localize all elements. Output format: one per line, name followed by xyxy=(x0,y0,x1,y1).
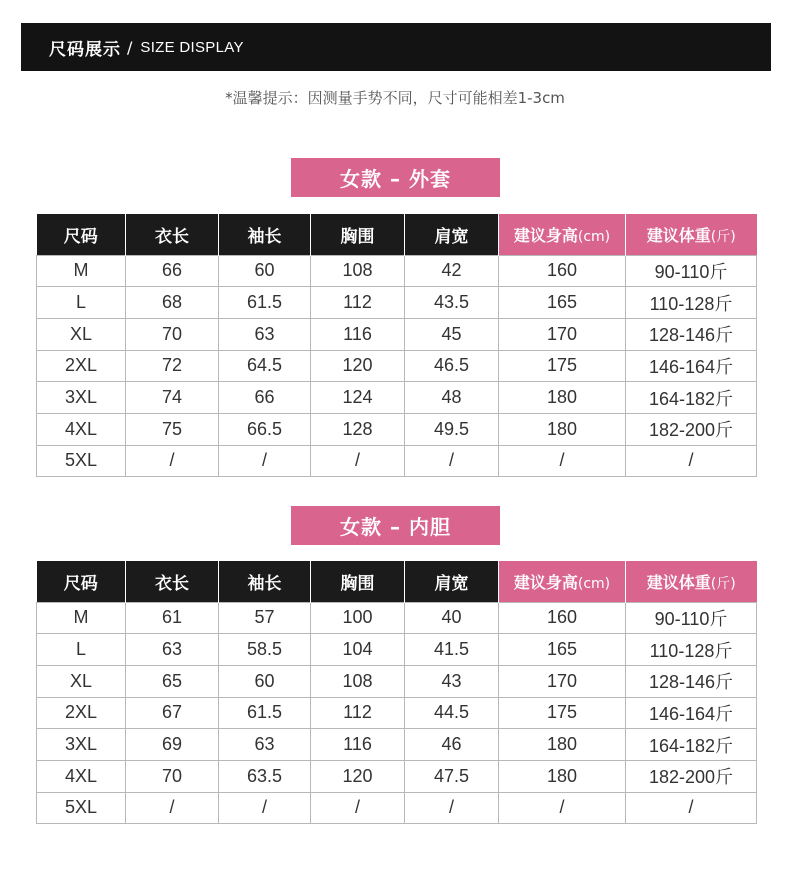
table-cell: 61 xyxy=(126,602,219,634)
measurement-notice: *温馨提示：因测量手势不同，尺寸可能相差1-3cm xyxy=(225,89,565,107)
table-cell: 68 xyxy=(126,287,219,319)
table-cell: 48 xyxy=(405,382,499,414)
table-cell: 124 xyxy=(311,382,405,414)
table-cell: / xyxy=(405,792,499,824)
header-height-label: 建议身高 xyxy=(513,572,578,592)
table-cell: / xyxy=(311,445,405,477)
table-cell: 4XL xyxy=(37,760,126,792)
header-height-label: 建议身高 xyxy=(513,225,578,245)
section-title-liner: 女款 – 内胆 xyxy=(291,506,500,545)
table-cell: XL xyxy=(37,665,126,697)
table-cell: 60 xyxy=(219,255,311,287)
table-cell: 46 xyxy=(405,729,499,761)
table-cell: 112 xyxy=(311,697,405,729)
table-cell: 164-182斤 xyxy=(626,729,757,761)
header-height-unit: (cm) xyxy=(577,575,611,592)
table-cell: 170 xyxy=(499,665,626,697)
table-cell: 74 xyxy=(126,382,219,414)
table-cell: / xyxy=(499,445,626,477)
table-cell: 100 xyxy=(311,602,405,634)
table-cell: 75 xyxy=(126,413,219,445)
table-cell: 110-128斤 xyxy=(626,287,757,319)
section-banner xyxy=(21,23,771,71)
table-cell: 3XL xyxy=(37,729,126,761)
size-table-liner xyxy=(36,561,757,824)
table-row xyxy=(37,382,757,414)
table-cell: 90-110斤 xyxy=(626,602,757,634)
section-title-coat: 女款 – 外套 xyxy=(291,158,500,197)
header-weight-unit: (斤) xyxy=(710,228,736,245)
table-cell: / xyxy=(626,792,757,824)
table-row xyxy=(37,318,757,350)
table-cell: 61.5 xyxy=(219,287,311,319)
header-size: 尺码 xyxy=(37,214,126,255)
table-cell: 43 xyxy=(405,665,499,697)
header-chest: 胸围 xyxy=(311,214,405,255)
table-body xyxy=(37,255,757,477)
table-cell: 108 xyxy=(311,255,405,287)
table-cell: 108 xyxy=(311,665,405,697)
table-cell: 146-164斤 xyxy=(626,350,757,382)
table-cell: L xyxy=(37,634,126,666)
table-cell: 175 xyxy=(499,350,626,382)
table-header-row xyxy=(37,214,757,255)
table-cell: 57 xyxy=(219,602,311,634)
table-cell: 44.5 xyxy=(405,697,499,729)
header-length: 衣长 xyxy=(126,561,219,602)
table-cell: 160 xyxy=(499,255,626,287)
table-cell: 65 xyxy=(126,665,219,697)
banner-separator: / xyxy=(127,37,133,57)
table-cell: M xyxy=(37,602,126,634)
header-shoulder: 肩宽 xyxy=(405,561,499,602)
header-shoulder: 肩宽 xyxy=(405,214,499,255)
table-cell: 47.5 xyxy=(405,760,499,792)
table-row xyxy=(37,697,757,729)
table-cell: 116 xyxy=(311,729,405,761)
table-cell: 66.5 xyxy=(219,413,311,445)
table-row xyxy=(37,602,757,634)
table-cell: 165 xyxy=(499,287,626,319)
table-cell: 63 xyxy=(219,729,311,761)
size-table-coat xyxy=(36,214,757,477)
table-cell: 58.5 xyxy=(219,634,311,666)
table-cell: 3XL xyxy=(37,382,126,414)
table-cell: 63 xyxy=(126,634,219,666)
table-row xyxy=(37,255,757,287)
table-cell: 182-200斤 xyxy=(626,413,757,445)
table-cell: / xyxy=(626,445,757,477)
table-cell: 45 xyxy=(405,318,499,350)
header-length: 衣长 xyxy=(126,214,219,255)
table-cell: L xyxy=(37,287,126,319)
table-cell: 110-128斤 xyxy=(626,634,757,666)
table-cell: 180 xyxy=(499,729,626,761)
header-size: 尺码 xyxy=(37,561,126,602)
banner-title-cn: 尺码展示 xyxy=(49,39,121,60)
table-cell: 63.5 xyxy=(219,760,311,792)
table-row xyxy=(37,665,757,697)
table-row xyxy=(37,350,757,382)
table-cell: 104 xyxy=(311,634,405,666)
table-cell: 128-146斤 xyxy=(626,665,757,697)
table-cell: / xyxy=(219,792,311,824)
table-cell: 90-110斤 xyxy=(626,255,757,287)
table-cell: 170 xyxy=(499,318,626,350)
table-cell: 66 xyxy=(219,382,311,414)
table-cell: 112 xyxy=(311,287,405,319)
table-cell: 66 xyxy=(126,255,219,287)
table-cell: 69 xyxy=(126,729,219,761)
table-cell: 72 xyxy=(126,350,219,382)
table-cell: 160 xyxy=(499,602,626,634)
table-cell: / xyxy=(405,445,499,477)
table-body xyxy=(37,602,757,824)
table-cell: 5XL xyxy=(37,445,126,477)
table-row xyxy=(37,792,757,824)
header-weight xyxy=(626,561,757,602)
header-weight-unit: (斤) xyxy=(710,575,736,592)
table-row xyxy=(37,634,757,666)
table-cell: 2XL xyxy=(37,697,126,729)
table-cell: 64.5 xyxy=(219,350,311,382)
table-cell: 43.5 xyxy=(405,287,499,319)
table-row xyxy=(37,760,757,792)
table-cell: / xyxy=(499,792,626,824)
table-cell: 41.5 xyxy=(405,634,499,666)
header-height-unit: (cm) xyxy=(577,228,611,245)
table-cell: 165 xyxy=(499,634,626,666)
header-weight-label: 建议体重 xyxy=(646,572,711,592)
table-cell: 61.5 xyxy=(219,697,311,729)
table-cell: 46.5 xyxy=(405,350,499,382)
table-cell: 4XL xyxy=(37,413,126,445)
table-cell: 116 xyxy=(311,318,405,350)
table-cell: 42 xyxy=(405,255,499,287)
table-cell: 180 xyxy=(499,382,626,414)
table-row xyxy=(37,287,757,319)
table-cell: 146-164斤 xyxy=(626,697,757,729)
banner-title-en: SIZE DISPLAY xyxy=(140,38,244,56)
table-cell: / xyxy=(126,445,219,477)
header-height xyxy=(499,561,626,602)
table-cell: 120 xyxy=(311,350,405,382)
table-cell: 128-146斤 xyxy=(626,318,757,350)
table-cell: 70 xyxy=(126,318,219,350)
table-cell: 180 xyxy=(499,760,626,792)
table-cell: 180 xyxy=(499,413,626,445)
table-cell: 63 xyxy=(219,318,311,350)
table-cell: M xyxy=(37,255,126,287)
table-cell: 60 xyxy=(219,665,311,697)
table-row xyxy=(37,413,757,445)
table-cell: / xyxy=(311,792,405,824)
table-cell: 49.5 xyxy=(405,413,499,445)
table-cell: 164-182斤 xyxy=(626,382,757,414)
table-cell: 40 xyxy=(405,602,499,634)
table-row xyxy=(37,729,757,761)
table-cell: 67 xyxy=(126,697,219,729)
table-cell: 70 xyxy=(126,760,219,792)
table-row xyxy=(37,445,757,477)
header-sleeve: 袖长 xyxy=(219,561,311,602)
table-cell: XL xyxy=(37,318,126,350)
header-height xyxy=(499,214,626,255)
header-sleeve: 袖长 xyxy=(219,214,311,255)
table-cell: / xyxy=(126,792,219,824)
header-weight-label: 建议体重 xyxy=(646,225,711,245)
table-cell: 128 xyxy=(311,413,405,445)
table-header-row xyxy=(37,561,757,602)
table-cell: 182-200斤 xyxy=(626,760,757,792)
table-cell: 2XL xyxy=(37,350,126,382)
table-cell: / xyxy=(219,445,311,477)
table-cell: 175 xyxy=(499,697,626,729)
header-chest: 胸围 xyxy=(311,561,405,602)
header-weight xyxy=(626,214,757,255)
table-cell: 120 xyxy=(311,760,405,792)
table-cell: 5XL xyxy=(37,792,126,824)
